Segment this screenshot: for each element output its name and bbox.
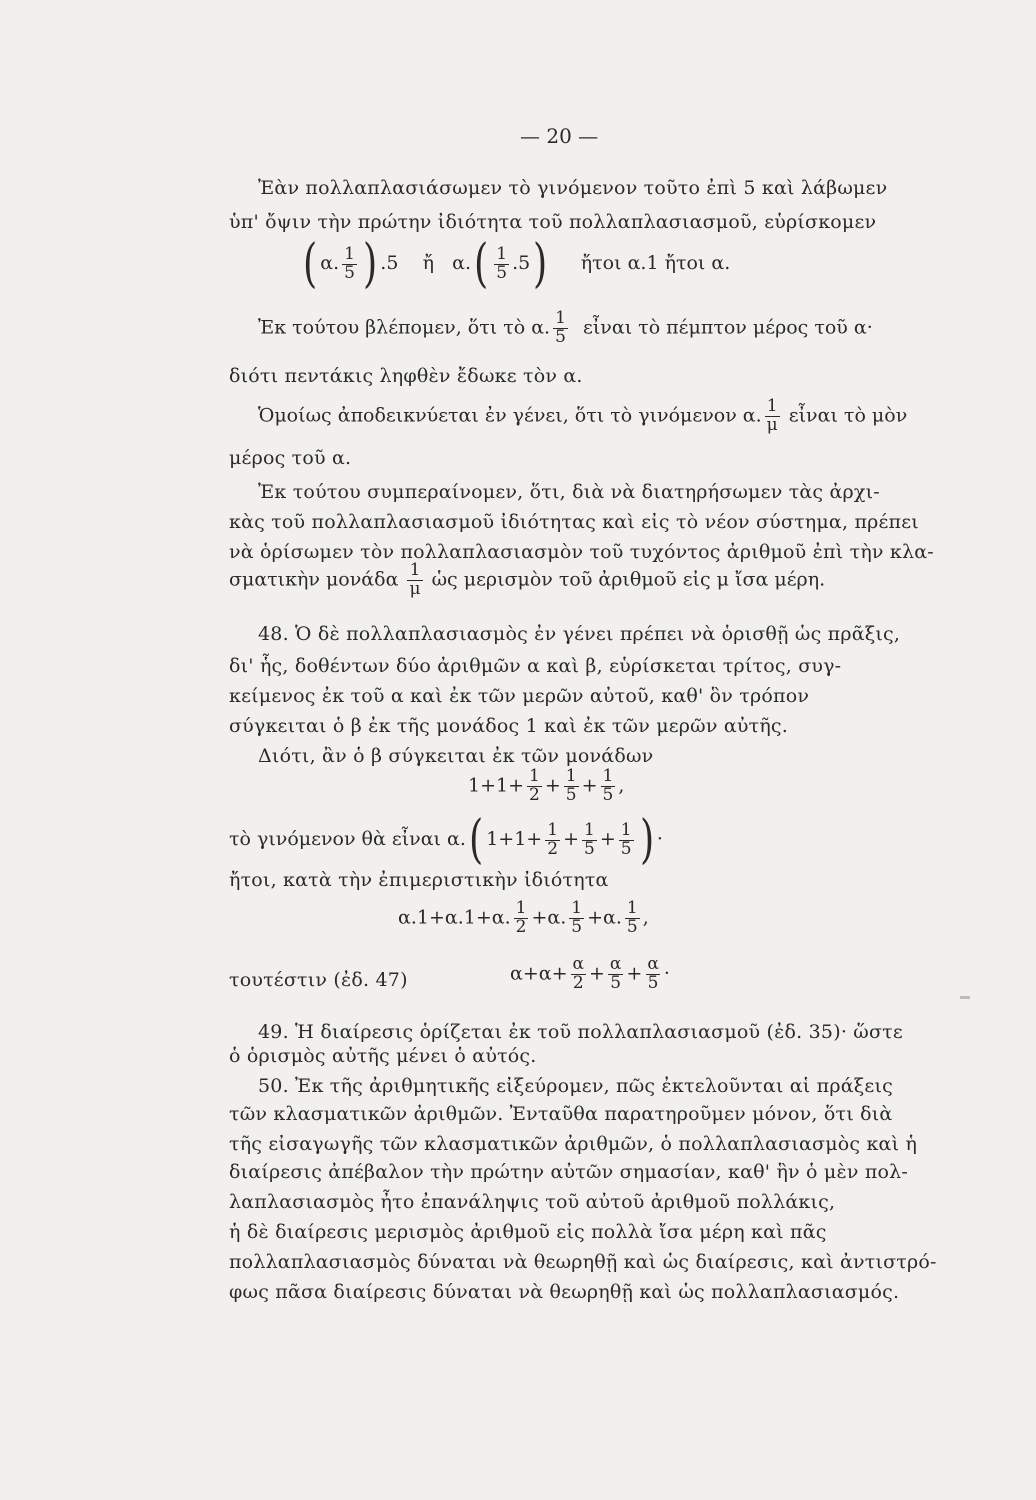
left-paren: ( [303,234,318,294]
text-line: 48. Ὁ δὲ πολλαπλασιασμὸς ἐν γένει πρέπει νὰ ὁρισθῇ ὡς πρᾶξις, [258,623,901,645]
denominator: 5 [620,838,632,859]
fraction [527,768,542,805]
denominator: 5 [496,262,508,283]
fraction [601,768,616,805]
numerator: 1 [409,560,421,580]
text-line: τουτέστιν (ἐδ. 47) [229,969,408,991]
math-term: ἤτοι α.1 ἤτοι α. [580,252,731,274]
numerator: 1 [547,819,559,840]
fraction [571,956,586,993]
math-term: + [563,828,579,850]
denominator: 5 [610,972,622,993]
denominator: 5 [626,916,638,937]
numerator: 1 [626,898,638,918]
text-line: τῆς εἰσαγωγῆς τῶν κλασματικῶν ἀριθμῶν, ὁ πολλαπλασιασμὸς καὶ ἡ [229,1133,918,1155]
right-paren: ) [363,234,378,294]
numerator: α [647,954,659,974]
math-term: +α. [587,906,622,929]
text-line [258,398,907,435]
left-paren: ( [468,810,484,870]
text-line: μέρος τοῦ α. [229,447,352,469]
numerator: 1 [555,308,566,328]
fraction [582,819,597,859]
denominator: 5 [555,326,566,347]
math-term: 1+1+ [468,774,525,797]
denominator: 2 [572,972,584,993]
math-term: · [656,828,663,850]
text-span: σματικὴν μονάδα [229,568,399,591]
math-term: + [544,774,561,797]
numerator: 1 [344,243,355,264]
denominator: 2 [547,838,559,859]
text-line: 49. Ἡ διαίρεσις ὁρίζεται ἐκ τοῦ πολλαπλασιασμοῦ (ἐδ. 35)· ὥστε [258,1021,903,1043]
numerator: 1 [766,396,778,416]
text-line: κὰς τοῦ πολλαπλασιασμοῦ ἰδιότητας καὶ εἰς τὸ νέον σύστημα, πρέπει [229,511,919,533]
denominator: 5 [602,784,614,805]
numerator: α [572,954,584,974]
math-term: α. [320,252,340,274]
text-line: Ἐκ τούτου συμπεραίνομεν, ὅτι, διὰ νὰ διατηρήσωμεν τὰς ἀρχι- [258,481,880,503]
math-term: .5 [380,252,399,274]
text-line: ἤτοι, κατὰ τὴν ἐπιμεριστικὴν ἰδιότητα [229,869,609,891]
denominator: 5 [565,784,577,805]
numerator: 1 [620,819,632,840]
text-line: σύγκειται ὁ β ἐκ τῆς μονάδος 1 καὶ ἐκ τῶν μερῶν αὐτῆς. [229,715,789,737]
denominator: 2 [515,916,527,937]
math-term: + [599,828,616,850]
text-line: ὁ ὁρισμὸς αὐτῆς μένει ὁ αὐτός. [229,1045,537,1067]
math-term: + [626,962,643,985]
page-number: — 20 — [520,124,599,148]
right-paren: ) [639,810,654,870]
fraction [569,900,584,937]
math-term: α+α+ [510,962,568,985]
fraction [494,243,509,283]
math-term: +α. [531,906,567,929]
math-term: · [663,962,670,985]
numerator: 1 [571,898,583,918]
fraction [608,956,623,993]
fraction [342,243,357,283]
text-line: λαπλασιασμὸς ἦτο ἐπανάληψις τοῦ αὐτοῦ ἀριθμοῦ πολλάκις, [229,1191,836,1213]
numerator: 1 [515,898,527,918]
math-term: α.1+α.1+α. [398,906,511,929]
math-term: , [642,906,649,929]
equation [468,768,624,805]
fraction [645,956,660,993]
math-term: + [589,962,605,985]
fraction [619,819,634,859]
equation [510,956,670,993]
text-line: κείμενος ἐκ τοῦ α καὶ ἐκ τῶν μερῶν αὐτοῦ, καθ' ὃν τρόπον [229,685,810,707]
text-line: πολλαπλασιασμὸς δύναται νὰ θεωρηθῇ καὶ ὡς διαίρεσις, καὶ ἀντιστρό- [229,1251,937,1273]
text-span: ὡς μερισμὸν τοῦ ἀριθμοῦ εἰς μ ἴσα μέρη. [431,568,826,591]
text-line [258,310,873,347]
text-line: Διότι, ἂν ὁ β σύγκειται ἐκ τῶν μονάδων [258,745,654,767]
scan-mark [960,996,970,999]
denominator: 5 [583,838,595,859]
equation [229,810,663,870]
equation [300,234,731,294]
text-line: ἡ δὲ διαίρεσις μερισμὸς ἀριθμοῦ εἰς πολλὰ ἴσα μέρη καὶ πᾶς [229,1221,827,1243]
text-line [229,562,825,599]
math-term: , [618,774,625,797]
text-span: Ἐκ τούτου βλέπομεν, ὅτι τὸ α. [258,316,551,339]
fraction [514,900,529,937]
denominator: 5 [571,916,583,937]
fraction [553,310,568,347]
numerator: 1 [529,766,540,786]
text-line: 50. Ἐκ τῆς ἀριθμητικῆς εἰξεύρομεν, πῶς ἐκτελοῦνται αἱ πράξεις [258,1075,893,1097]
equation [398,900,649,937]
fraction [625,900,640,937]
numerator: 1 [602,766,614,786]
left-paren: ( [474,234,489,294]
text-span: εἶναι τὸ πέμπτον μέρος τοῦ α· [583,316,873,339]
text-line: Ἐὰν πολλαπλασιάσωμεν τὸ γινόμενον τοῦτο ἐπὶ 5 καὶ λάβωμεν [258,177,888,199]
math-term: + [581,774,598,797]
math-term: ἤ [422,252,434,274]
text-span: Ὁμοίως ἀποδεικνύεται ἐν γένει, ὅτι τὸ γινόμενον α. [258,404,762,427]
denominator: 5 [344,262,355,283]
math-term: .5 [512,252,531,274]
math-term: 1+1+ [486,828,543,850]
right-paren: ) [533,234,548,294]
denominator: μ [409,578,421,599]
text-line: δι' ἧς, δοθέντων δύο ἀριθμῶν α καὶ β, εὑρίσκεται τρίτος, συγ- [229,655,842,677]
fraction [407,562,422,599]
text-line: ὑπ' ὄψιν τὴν πρώτην ἰδιότητα τοῦ πολλαπλασιασμοῦ, εὑρίσκομεν [229,211,877,233]
math-term: α. [452,252,471,274]
denominator: μ [766,414,778,435]
fraction [545,819,560,859]
text-line: φως πᾶσα διαίρεσις δύναται νὰ θεωρηθῇ καὶ ὡς πολλαπλασιασμός. [229,1281,900,1303]
fraction [765,398,780,435]
numerator: 1 [565,766,577,786]
numerator: α [609,954,622,974]
denominator: 5 [647,972,659,993]
text-line: διαίρεσις ἀπέβαλον τὴν πρώτην αὐτῶν σημασίαν, καθ' ἣν ὁ μὲν πολ- [229,1161,909,1183]
fraction [564,768,579,805]
text-line: διότι πεντάκις ληφθὲν ἔδωκε τὸν α. [229,365,583,387]
text-line: νὰ ὁρίσωμεν τὸν πολλαπλασιασμὸν τοῦ τυχόντος ἀριθμοῦ ἐπὶ τὴν κλα- [229,541,934,563]
text-span: εἶναι τὸ μὸν [788,404,908,427]
denominator: 2 [529,784,540,805]
numerator: 1 [496,243,508,264]
text-line: τῶν κλασματικῶν ἀριθμῶν. Ἐνταῦθα παρατηροῦμεν μόνον, ὅτι διὰ [229,1103,893,1125]
text-span: τὸ γινόμενον θὰ εἶναι α. [229,828,466,850]
numerator: 1 [583,819,595,840]
